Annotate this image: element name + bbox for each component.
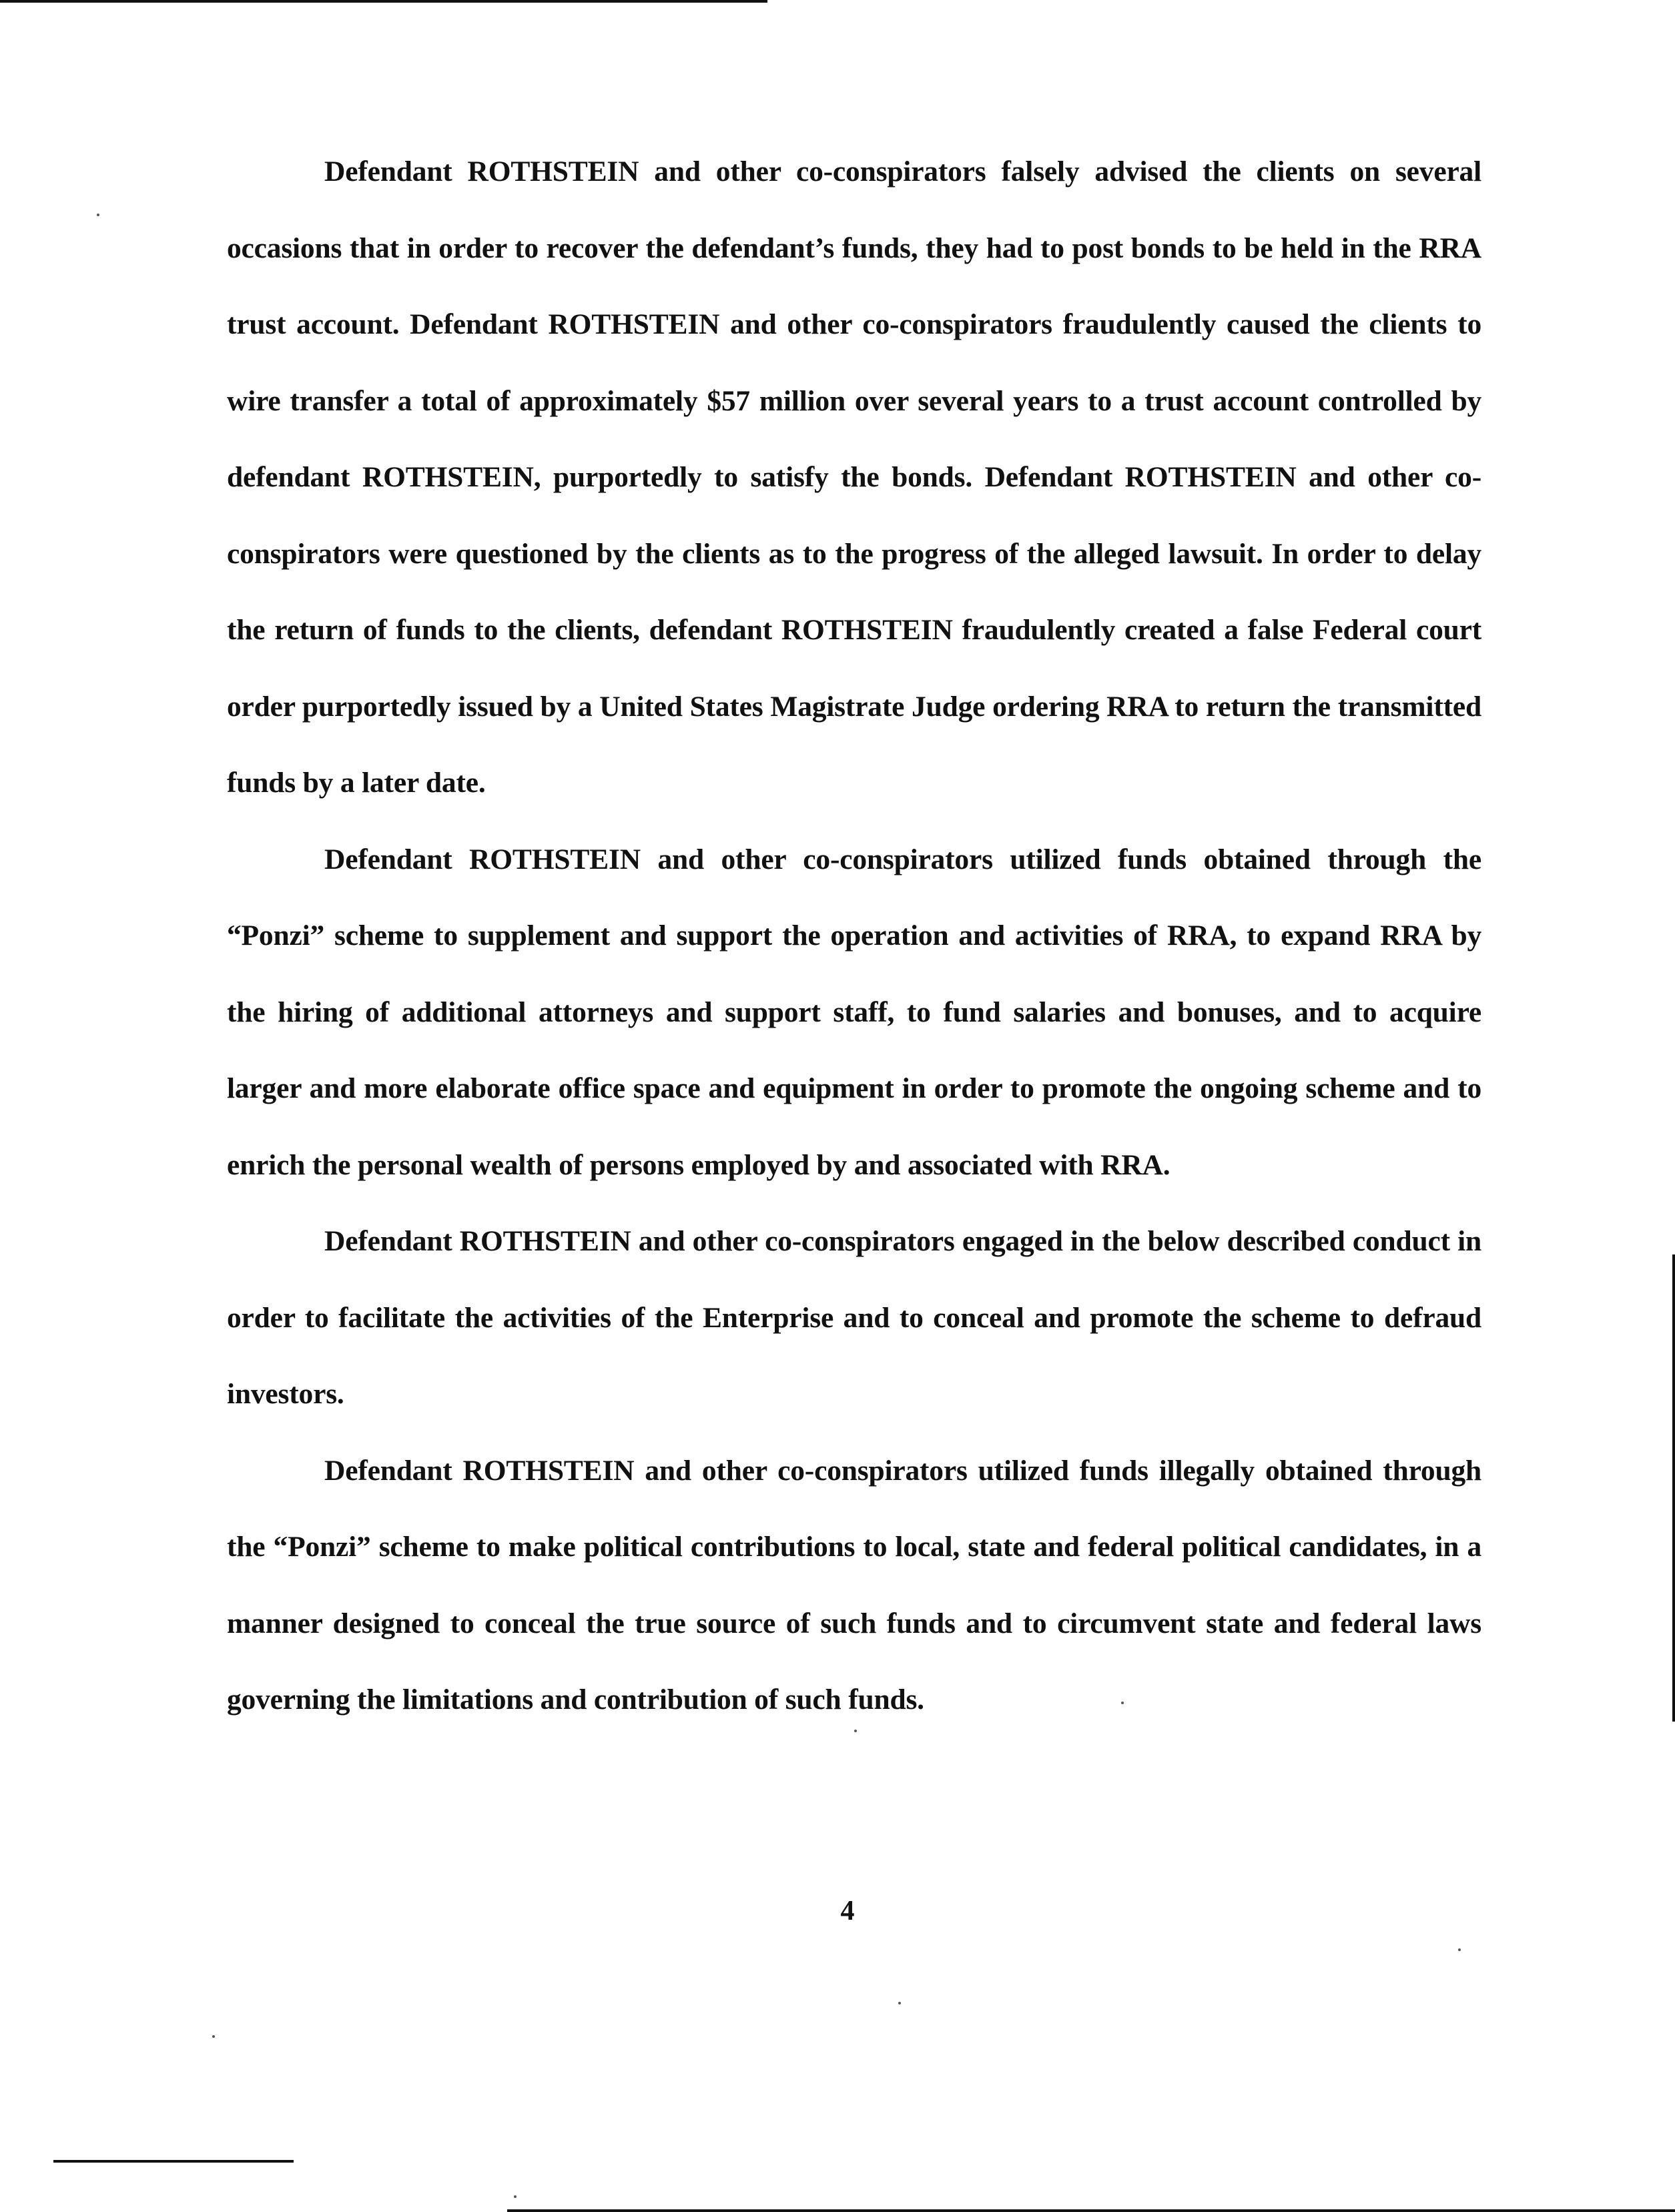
right-edge-rule	[1672, 1254, 1675, 1722]
paragraph-3: Defendant ROTHSTEIN and other co-conspirators engaged in the below described conduct in order to facilitate the activities of the Enterprise and to conceal and promote the scheme to defraud investors.	[227, 1225, 1481, 1410]
paragraph-1: Defendant ROTHSTEIN and other co-conspirators falsely advised the clients on several occasions that in order to recover the defendant’s funds, they had to post bonds to be held in the RRA trust account. Defendant ROTHSTEIN and other co-conspirators fraudulently caused the clients to wire transfer a total of approximately $57 million over several years to a trust account controlled by defendant ROTHSTEIN, purportedly to satisfy the bonds. Defendant ROTHSTEIN and other co-conspirators were questioned by the clients as to the progress of the alleged lawsuit. In order to delay the return of funds to the clients, defendant ROTHSTEIN fraudulently created a false Federal court order purportedly issued by a United States Magistrate Judge ordering RRA to return the transmitted funds by a later date.	[227, 155, 1481, 799]
scan-speck	[97, 214, 99, 216]
scan-speck	[514, 2195, 517, 2198]
scan-speck	[898, 2002, 901, 2004]
scan-speck	[1458, 1948, 1461, 1951]
paragraph-2: Defendant ROTHSTEIN and other co-conspirators utilized funds obtained through the “Ponzi” scheme to supplement and support the operation and activities of RRA, to expand RRA by the hiring of additional attorneys and support staff, to fund salaries and bonuses, and to acquire larger and more elaborate office space and equipment in order to promote the ongoing scheme and to enrich the personal wealth of persons employed by and associated with RRA.	[227, 843, 1481, 1181]
body-text	[227, 133, 1481, 1738]
scan-speck	[212, 2035, 215, 2038]
page-number: 4	[840, 1896, 855, 1926]
paragraph-4: Defendant ROTHSTEIN and other co-conspirators utilized funds illegally obtained through the “Ponzi” scheme to make political contributions to local, state and federal political candidates, in a manner designed to conceal the true source of such funds and to circumvent state and federal laws governing the limitations and contribution of such funds.	[227, 1454, 1481, 1716]
bottom-left-rule	[53, 2160, 294, 2163]
bottom-edge-rule	[507, 2209, 1675, 2212]
top-edge-rule	[0, 0, 767, 3]
